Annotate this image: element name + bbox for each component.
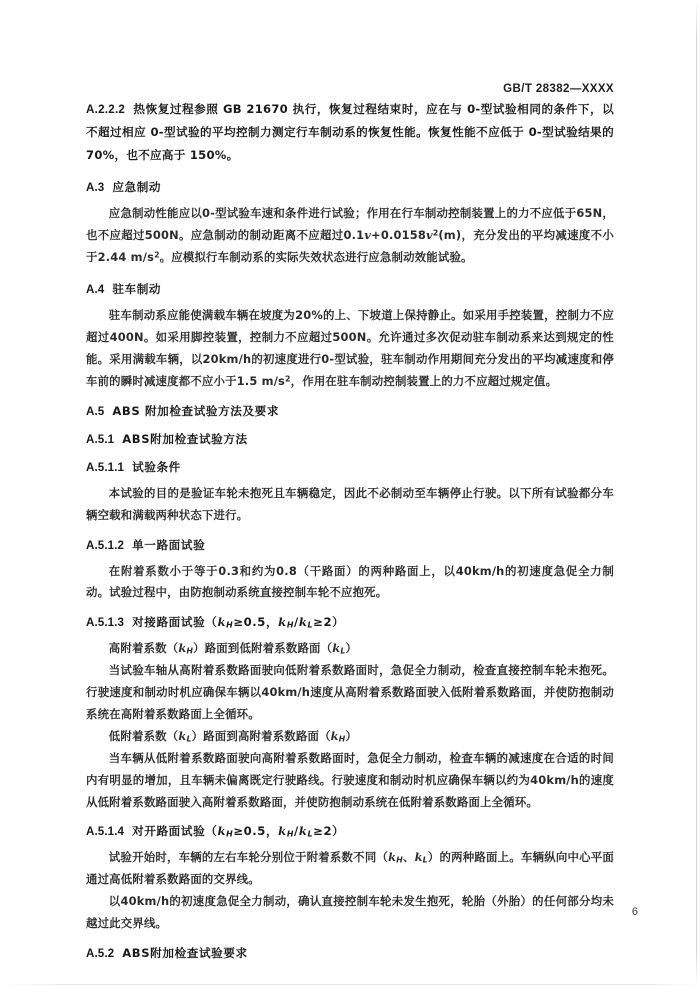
clause-title: ABS附加检查试验方法 [122, 431, 248, 446]
paragraph-a-5-1-3-1: 高附着系数$(k_H)$路面到低附着系数路面$(k_L)$ [108, 641, 358, 657]
clause-heading-a-5-1-1 [86, 459, 614, 477]
clause-title: 驻车制动 [112, 282, 162, 297]
paragraph-a-5-1-3-4: 当车辆从低附着系数路面驶向高附着系数路面时，急促全力制动，检查车辆的减速度在合适的时间内有明显的增加，且车辆未偏离既定行驶路线。行驶速度和制动时机应确保车辆以约为40km/h的速度从低附着系数路面驶入高附着系数路面，并使防抱制动系统在低附着系数路面上全循环。 [86, 750, 614, 809]
clause-number: A.5.1.1 [86, 460, 125, 474]
clause-heading-a-5-1-2 [86, 537, 614, 555]
paragraph-a-3-1: 应急制动性能应以0-型试验车速和条件进行试验；作用在行车制动控制装置上的力不应低于65N，也不应超过500N。应急制动的制动距离不应超过$0.1v+0.0158v^2(m)$，充分发出的平均减速度不小于2.44 $m/s^2$。应模拟行车制动系的实际失效状态进行应急制动效能试验。 [86, 205, 614, 264]
clause-text: 热恢复过程参照 GB 21670 执行，恢复过程结束时，应在与 0-型试验相同的条件下，以不超过相应 0-型试验的平均控制力测定行车制动系的恢复性能。恢复性能不应低于 0-型试验结果的 70%，也不应高于 150%。 [86, 102, 614, 162]
paragraph-a-5-1-3-2: 当试验车轴从高附着系数路面驶向低附着系数路面时，急促全力制动，检查直接控制车轮未抱死。行驶速度和制动时机应确保车辆以40km/h速度从高附着系数路面驶入低附着系数路面，并使防抱制动系统在高附着系数路面上全循环。 [86, 663, 614, 721]
clause-title: 单一路面试验 [132, 537, 206, 552]
clause-title: 试验条件 [132, 459, 181, 474]
paragraph-a-5-1-3-3: 低附着系数$(k_L)$路面到高附着系数路面$(k_H)$ [108, 728, 358, 744]
clause-title: ABS附加检查试验要求 [122, 945, 248, 960]
clause-heading-a-5 [86, 403, 614, 421]
clause-number: A.4 [86, 283, 105, 297]
clause-number: A.5.1 [86, 432, 115, 446]
paragraph-a-5-1-1-1: 本试验的目的是验证车轮未抱死且车辆稳定，因此不必制动至车辆停止行驶。以下所有试验都分车辆空载和满载两种状态下进行。 [86, 485, 614, 522]
clause-a-2-2-2 [86, 98, 614, 166]
paragraph-a-5-1-4-2: 以40km/h的初速度急促全力制动，确认直接控制车轮未发生抱死，轮胎（外胎）的任何部分均未越过此交界线。 [86, 894, 614, 931]
clause-condition: （$k_H\ge 0.5$，$k_H/k_L\ge 2$） [205, 824, 345, 840]
document-body [86, 98, 614, 963]
paragraph-a-4-1: 驻车制动系应能使满载车辆在坡度为20%的上、下坡道上保持静止。如采用手控装置，控制力不应超过400N。如采用脚控装置，控制力不应超过500N。允许通过多次促动驻车制动系来达到规定的性能。采用满载车辆，以20km/h的初速度进行0-型试验，驻车制动作用期间充分发出的平均减速度和停车前的瞬时减速度都不应小于1.5 $m/s^2$，作用在驻车制动控制装置上的力不应超过规定值。 [86, 308, 614, 389]
page-edge-artifact [696, 0, 697, 987]
clause-number: A.2.2.2 [86, 103, 126, 116]
page-number: 6 [631, 906, 638, 918]
clause-heading-a-5-1-4 [86, 823, 614, 841]
clause-heading-a-4 [86, 281, 614, 299]
clause-number: A.5.1.4 [86, 825, 125, 839]
clause-heading-a-5-1-3 [86, 614, 614, 632]
clause-heading-a-5-2 [86, 945, 614, 963]
clause-title: 对接路面试验 [132, 615, 206, 630]
clause-number: A.5.1.2 [86, 538, 125, 552]
clause-condition: （$k_H\ge 0.5$，$k_H/k_L\ge 2$） [205, 615, 345, 631]
clause-heading-a-5-1 [86, 431, 614, 449]
clause-number: A.5.1.3 [86, 616, 125, 630]
clause-number: A.5.2 [86, 946, 115, 960]
clause-title: ABS 附加检查试验方法及要求 [112, 403, 280, 418]
paragraph-a-5-1-4-1: 试验开始时，车辆的左右车轮分别位于附着系数不同（$k_H$、$k_L$）的两种路面上。车辆纵向中心平面通过高低附着系数路面的交界线。 [86, 850, 614, 887]
clause-title: 应急制动 [112, 179, 162, 194]
clause-number: A.5 [86, 404, 105, 418]
clause-number: A.3 [86, 180, 105, 194]
clause-title: 对开路面试验 [132, 824, 206, 839]
paragraph-a-5-1-2-1: 在附着系数小于等于0.3和约为0.8（干路面）的两种路面上，以40km/h的初速度急促全力制动。试验过程中，由防抱制动系统直接控制车轮不应抱死。 [86, 563, 614, 600]
document-header-standard-number: GB/T 28382—XXXX [503, 83, 614, 95]
clause-heading-a-3 [86, 179, 614, 197]
page-edge-artifact-bottom [0, 984, 700, 985]
